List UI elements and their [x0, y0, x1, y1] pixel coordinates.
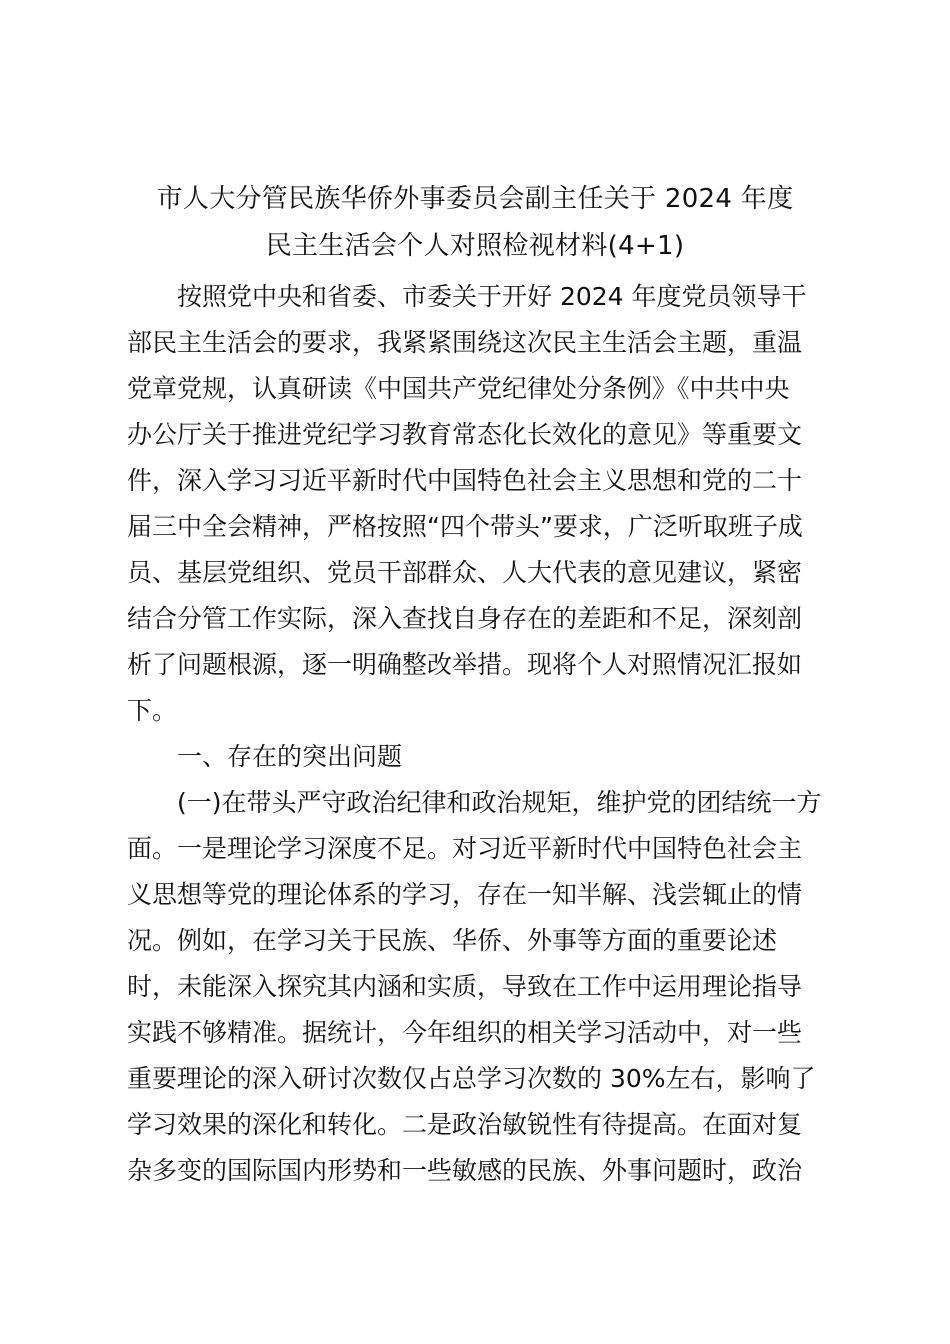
- paragraph-line: 义思想等党的理论体系的学习，存在一知半解、浅尝辄止的情: [127, 880, 803, 909]
- paragraph-line: 析了问题根源，逐一明确整改举措。现将个人对照情况汇报如: [127, 650, 803, 679]
- paragraph-line: 实践不够精准。据统计，今年组织的相关学习活动中，对一些: [127, 1018, 803, 1047]
- paragraph-line: 届三中全会精神，严格按照“四个带头”要求，广泛听取班子成: [127, 512, 803, 541]
- paragraph-line: 时，未能深入探究其内涵和实质，导致在工作中运用理论指导: [127, 972, 803, 1001]
- paragraph-line: 重要理论的深入研讨次数仅占总学习次数的 30%左右，影响了: [127, 1064, 816, 1093]
- paragraph-line: 结合分管工作实际，深入查找自身存在的差距和不足，深刻剖: [127, 604, 803, 633]
- paragraph-line: 件，深入学习习近平新时代中国特色社会主义思想和党的二十: [127, 466, 803, 495]
- paragraph-line: 党章党规，认真研读《中国共产党纪律处分条例》《中共中央: [127, 374, 790, 403]
- paragraph-line: 杂多变的国际国内形势和一些敏感的民族、外事问题时，政治: [127, 1156, 803, 1185]
- paragraph-line: 下。: [127, 696, 178, 725]
- paragraph-line: 办公厅关于推进党纪学习教育常态化长效化的意见》等重要文: [127, 420, 803, 449]
- paragraph-line: 面。一是理论学习深度不足。对习近平新时代中国特色社会主: [127, 834, 803, 863]
- paragraph-line: 学习效果的深化和转化。二是政治敏锐性有待提高。在面对复: [127, 1110, 803, 1139]
- paragraph-line: 按照党中央和省委、市委关于开好 2024 年度党员领导干: [177, 282, 807, 311]
- document-title-line-1: 市人大分管民族华侨外事委员会副主任关于 2024 年度: [156, 184, 794, 214]
- paragraph-line: 况。例如，在学习关于民族、华侨、外事等方面的重要论述: [127, 926, 778, 955]
- section-heading: 一、存在的突出问题: [177, 742, 403, 771]
- paragraph-line: 员、基层党组织、党员干部群众、人大代表的意见建议，紧密: [127, 558, 803, 587]
- paragraph-line: 部民主生活会的要求，我紧紧围绕这次民主生活会主题，重温: [127, 328, 803, 357]
- paragraph-line: (一)在带头严守政治纪律和政治规矩，维护党的团结统一方: [177, 788, 822, 817]
- document-title-line-2: 民主生活会个人对照检视材料(4+1): [265, 231, 685, 261]
